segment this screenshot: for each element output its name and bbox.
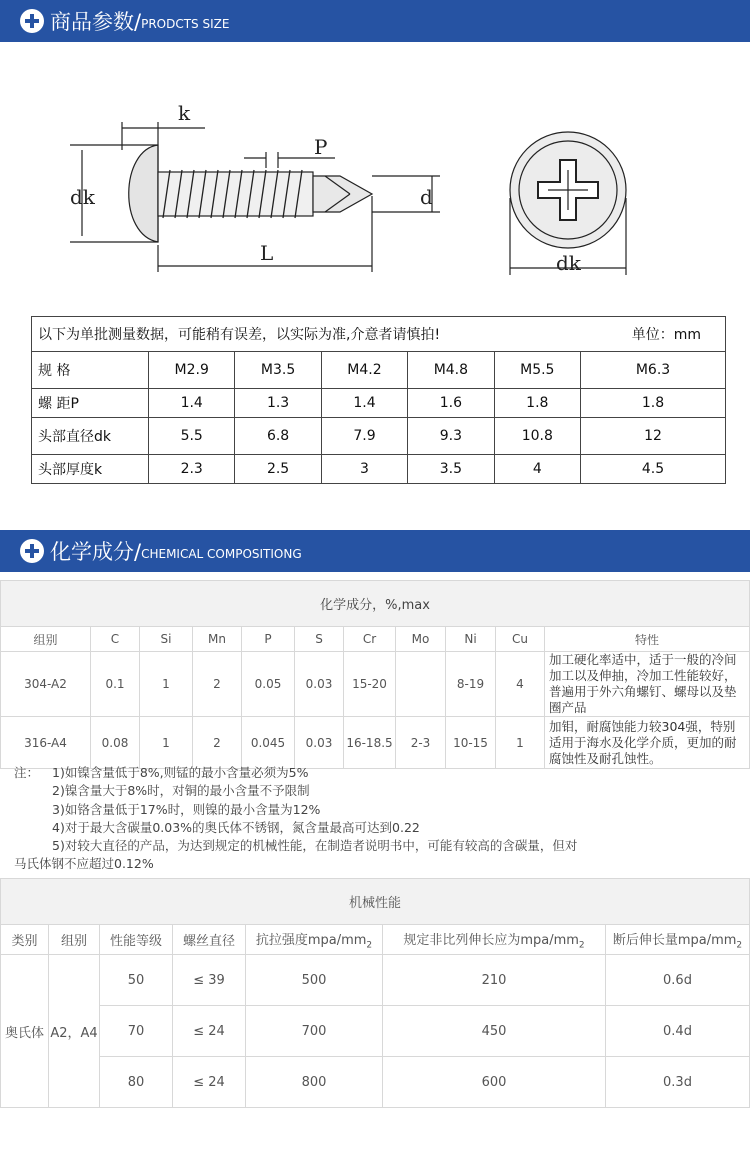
chem-cell: 1 <box>140 652 193 717</box>
spec-cell: 4.5 <box>581 455 726 484</box>
spec-cell: 1.4 <box>321 389 407 418</box>
chemical-table <box>0 580 750 769</box>
chem-property: 加工硬化率适中，适于一般的冷间加工以及伸抽，冷加工性能较好，普遍用于外六角螺钉、螺母以及垫圈产品 <box>545 652 750 717</box>
mech-cell: 50 <box>100 955 173 1006</box>
label-p: P <box>314 135 328 159</box>
label-d: d <box>420 185 433 209</box>
plus-circle-icon <box>20 9 44 33</box>
chem-property: 加钼，耐腐蚀能力较304强，特别适用于海水及化学介质，更加的耐腐蚀性及耐孔蚀性。 <box>545 717 750 769</box>
chem-cell: 8-19 <box>446 652 496 717</box>
spec-cell: M2.9 <box>149 352 235 389</box>
chem-cell: 1 <box>496 717 545 769</box>
mech-row <box>1 1057 750 1108</box>
spec-row-label: 头部厚度k <box>32 455 149 484</box>
section-title-en: CHEMICAL COMPOSITIONG <box>141 546 302 561</box>
mech-cell: 0.3d <box>606 1057 750 1108</box>
mech-row <box>1 1006 750 1057</box>
section-title-cn: 商品参数/ <box>50 10 142 34</box>
spec-row-label: 规 格 <box>32 352 149 389</box>
mech-cell: ≤ 39 <box>173 955 246 1006</box>
mech-cell: ≤ 24 <box>173 1006 246 1057</box>
spec-unit: 单位：mm <box>581 317 726 352</box>
spec-row-label: 螺 距P <box>32 389 149 418</box>
note-item: 3)如铬含量低于17%时，则镍的最小含量为12% <box>52 801 321 817</box>
chem-header: Mo <box>396 627 446 652</box>
note-item: 1)如镍含量低于8%,则锰的最小含量必须为5% <box>52 765 309 780</box>
mech-cell: 0.4d <box>606 1006 750 1057</box>
chem-header: Si <box>140 627 193 652</box>
label-k: k <box>178 101 191 125</box>
mech-header: 类别 <box>1 925 49 955</box>
spec-cell: 2.3 <box>149 455 235 484</box>
chem-cell: 0.03 <box>295 652 344 717</box>
plus-circle-icon <box>20 539 44 563</box>
spec-cell: 1.4 <box>149 389 235 418</box>
mech-cell: 0.6d <box>606 955 750 1006</box>
spec-cell: M4.2 <box>321 352 407 389</box>
spec-cell: 10.8 <box>494 418 580 455</box>
spec-row <box>32 352 726 389</box>
chem-cell: 1 <box>140 717 193 769</box>
chem-cell <box>396 652 446 717</box>
note-item: 马氏体钢不应超过0.12% <box>14 856 154 872</box>
section-title-cn: 化学成分/ <box>50 540 142 564</box>
spec-cell: M4.8 <box>408 352 494 389</box>
spec-row-label: 头部直径dk <box>32 418 149 455</box>
spec-cell: 9.3 <box>408 418 494 455</box>
mech-cell: 600 <box>383 1057 606 1108</box>
mech-header: 性能等级 <box>100 925 173 955</box>
chem-cell: 304-A2 <box>1 652 91 717</box>
screw-dimension-diagram <box>0 42 750 312</box>
chem-cell: 2 <box>193 652 242 717</box>
spec-cell: 3.5 <box>408 455 494 484</box>
chem-cell: 316-A4 <box>1 717 91 769</box>
chem-header: Ni <box>446 627 496 652</box>
mech-header: 螺丝直径 <box>173 925 246 955</box>
label-dk-right: dk <box>556 251 581 275</box>
chem-caption: 化学成分，%,max <box>1 581 750 627</box>
spec-cell: M6.3 <box>581 352 726 389</box>
chem-cell: 0.045 <box>242 717 295 769</box>
chem-header: 特性 <box>545 627 750 652</box>
section-banner-size <box>0 0 750 42</box>
spec-note: 以下为单批测量数据，可能稍有误差，以实际为准,介意者请慎拍! <box>32 317 581 352</box>
chem-header: P <box>242 627 295 652</box>
chem-row <box>1 652 750 717</box>
chem-header: 组别 <box>1 627 91 652</box>
chem-header: C <box>91 627 140 652</box>
chem-header: S <box>295 627 344 652</box>
notes <box>14 764 744 874</box>
mech-header: 组别 <box>49 925 100 955</box>
spec-row <box>32 418 726 455</box>
chem-cell: 10-15 <box>446 717 496 769</box>
spec-cell: 3 <box>321 455 407 484</box>
note-item: 4)对于最大含碳量0.03%的奥氏体不锈钢，氮含量最高可达到0.22 <box>52 819 420 835</box>
chem-cell: 16-18.5 <box>344 717 396 769</box>
spec-cell: 1.8 <box>494 389 580 418</box>
chem-header: Mn <box>193 627 242 652</box>
mech-cell: ≤ 24 <box>173 1057 246 1108</box>
mech-cell: 80 <box>100 1057 173 1108</box>
chem-cell: 0.1 <box>91 652 140 717</box>
chem-cell: 4 <box>496 652 545 717</box>
chem-cell: 0.05 <box>242 652 295 717</box>
spec-table <box>31 316 726 484</box>
mech-caption: 机械性能 <box>1 879 750 925</box>
mech-cell: 800 <box>246 1057 383 1108</box>
spec-cell: 5.5 <box>149 418 235 455</box>
notes-label: 注： <box>14 765 40 780</box>
mech-header: 规定非比列伸长应为mpa/$mm_2$ <box>383 925 606 955</box>
mech-category: 奥氏体 <box>1 955 49 1108</box>
spec-cell: 7.9 <box>321 418 407 455</box>
spec-cell: 2.5 <box>235 455 321 484</box>
mech-group: A2，A4 <box>49 955 100 1108</box>
spec-cell: 6.8 <box>235 418 321 455</box>
mech-cell: 210 <box>383 955 606 1006</box>
note-item: 2)镍含量大于8%时，对铜的最小含量不予限制 <box>52 783 310 799</box>
label-l: L <box>260 241 274 265</box>
label-dk-left: dk <box>70 185 95 209</box>
spec-cell: 1.8 <box>581 389 726 418</box>
mechanical-table <box>0 878 750 1108</box>
spec-cell: 1.3 <box>235 389 321 418</box>
chem-header: Cu <box>496 627 545 652</box>
mech-row <box>1 955 750 1006</box>
note-item: 5)对较大直径的产品，为达到规定的机械性能，在制造者说明书中，可能有较高的含碳量，但对 <box>52 838 578 854</box>
mech-cell: 500 <box>246 955 383 1006</box>
mech-header: 抗拉强度mpa/$mm_2$ <box>246 925 383 955</box>
section-title-en: PRODCTS SIZE <box>141 16 230 31</box>
mech-header: 断后伸长量mpa/$mm_2$ <box>606 925 750 955</box>
chem-header: Cr <box>344 627 396 652</box>
chem-cell: 2-3 <box>396 717 446 769</box>
spec-cell: 4 <box>494 455 580 484</box>
chem-cell: 15-20 <box>344 652 396 717</box>
spec-cell: 1.6 <box>408 389 494 418</box>
spec-row <box>32 389 726 418</box>
chem-cell: 0.03 <box>295 717 344 769</box>
spec-cell: M3.5 <box>235 352 321 389</box>
spec-cell: M5.5 <box>494 352 580 389</box>
mech-cell: 450 <box>383 1006 606 1057</box>
chem-cell: 2 <box>193 717 242 769</box>
chem-row <box>1 717 750 769</box>
spec-row <box>32 455 726 484</box>
chem-cell: 0.08 <box>91 717 140 769</box>
section-banner-chemical <box>0 530 750 572</box>
spec-cell: 12 <box>581 418 726 455</box>
mech-cell: 70 <box>100 1006 173 1057</box>
mech-cell: 700 <box>246 1006 383 1057</box>
